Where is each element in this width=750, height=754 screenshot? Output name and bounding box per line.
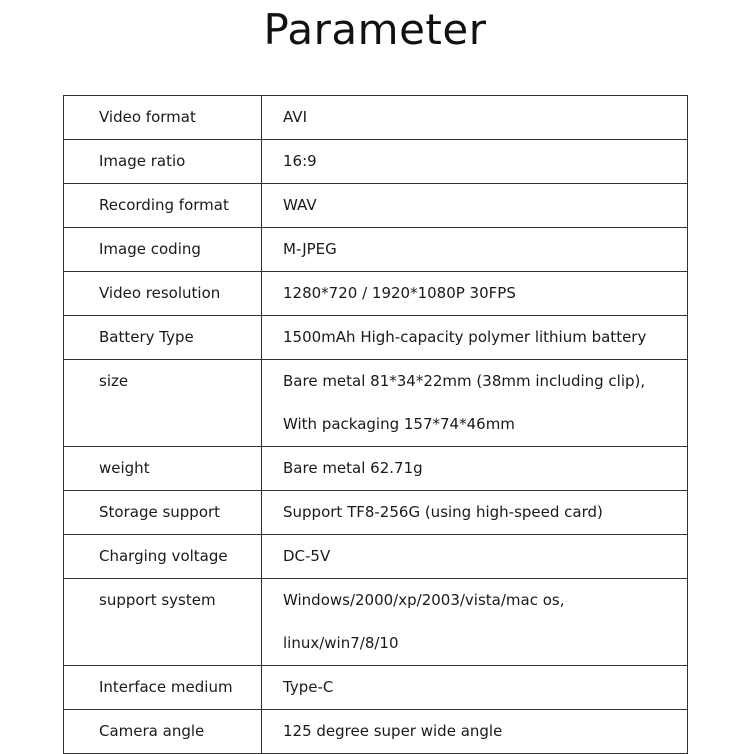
parameter-value bbox=[262, 447, 688, 491]
parameter-value-line: M-JPEG bbox=[283, 240, 337, 258]
parameter-value bbox=[262, 140, 688, 184]
table-row bbox=[64, 184, 688, 228]
parameter-value-line: 125 degree super wide angle bbox=[283, 722, 503, 740]
parameter-value bbox=[262, 535, 688, 579]
parameter-label: Recording format bbox=[64, 184, 262, 228]
parameter-value bbox=[262, 579, 688, 666]
parameter-value-line: 16:9 bbox=[283, 152, 317, 170]
parameter-value-line: Bare metal 81*34*22mm (38mm including clip), bbox=[283, 372, 646, 390]
parameter-label: Interface medium bbox=[64, 666, 262, 710]
parameter-value-line: WAV bbox=[283, 196, 317, 214]
parameter-value-line: DC-5V bbox=[283, 547, 331, 565]
parameter-value-line: Support TF8-256G (using high-speed card) bbox=[283, 503, 603, 521]
parameter-label: Video resolution bbox=[64, 272, 262, 316]
table-row bbox=[64, 666, 688, 710]
parameter-label: Storage support bbox=[64, 491, 262, 535]
parameter-label: Image ratio bbox=[64, 140, 262, 184]
parameter-label: Charging voltage bbox=[64, 535, 262, 579]
table-row bbox=[64, 96, 688, 140]
table-row bbox=[64, 360, 688, 447]
parameter-label: Camera angle bbox=[64, 710, 262, 754]
table-row bbox=[64, 447, 688, 491]
parameter-value-line: AVI bbox=[283, 108, 307, 126]
parameter-value bbox=[262, 316, 688, 360]
parameter-value bbox=[262, 710, 688, 754]
parameter-label: Video format bbox=[64, 96, 262, 140]
parameter-value bbox=[262, 184, 688, 228]
parameter-value bbox=[262, 228, 688, 272]
parameter-value-line: 1500mAh High-capacity polymer lithium battery bbox=[283, 328, 647, 346]
parameter-label: size bbox=[64, 360, 262, 447]
parameter-value-line: Bare metal 62.71g bbox=[283, 459, 423, 477]
parameter-value-line: Windows/2000/xp/2003/vista/mac os, bbox=[283, 591, 565, 609]
parameter-value bbox=[262, 360, 688, 447]
table-row bbox=[64, 535, 688, 579]
table-row bbox=[64, 579, 688, 666]
table-row bbox=[64, 710, 688, 754]
table-row bbox=[64, 228, 688, 272]
parameter-value bbox=[262, 491, 688, 535]
parameter-value bbox=[262, 272, 688, 316]
page-title: Parameter bbox=[263, 5, 487, 54]
parameter-value bbox=[262, 666, 688, 710]
parameter-value-line: linux/win7/8/10 bbox=[283, 634, 399, 652]
parameter-label: Battery Type bbox=[64, 316, 262, 360]
table-row bbox=[64, 272, 688, 316]
parameter-table-body bbox=[64, 96, 688, 754]
parameter-value-line: 1280*720 / 1920*1080P 30FPS bbox=[283, 284, 516, 302]
parameter-label: weight bbox=[64, 447, 262, 491]
parameter-value-line: With packaging 157*74*46mm bbox=[283, 415, 515, 433]
parameter-label: support system bbox=[64, 579, 262, 666]
table-row bbox=[64, 140, 688, 184]
parameter-table bbox=[63, 95, 688, 754]
table-row bbox=[64, 491, 688, 535]
parameter-value-line: Type-C bbox=[283, 678, 334, 696]
table-row bbox=[64, 316, 688, 360]
parameter-label: Image coding bbox=[64, 228, 262, 272]
parameter-value bbox=[262, 96, 688, 140]
